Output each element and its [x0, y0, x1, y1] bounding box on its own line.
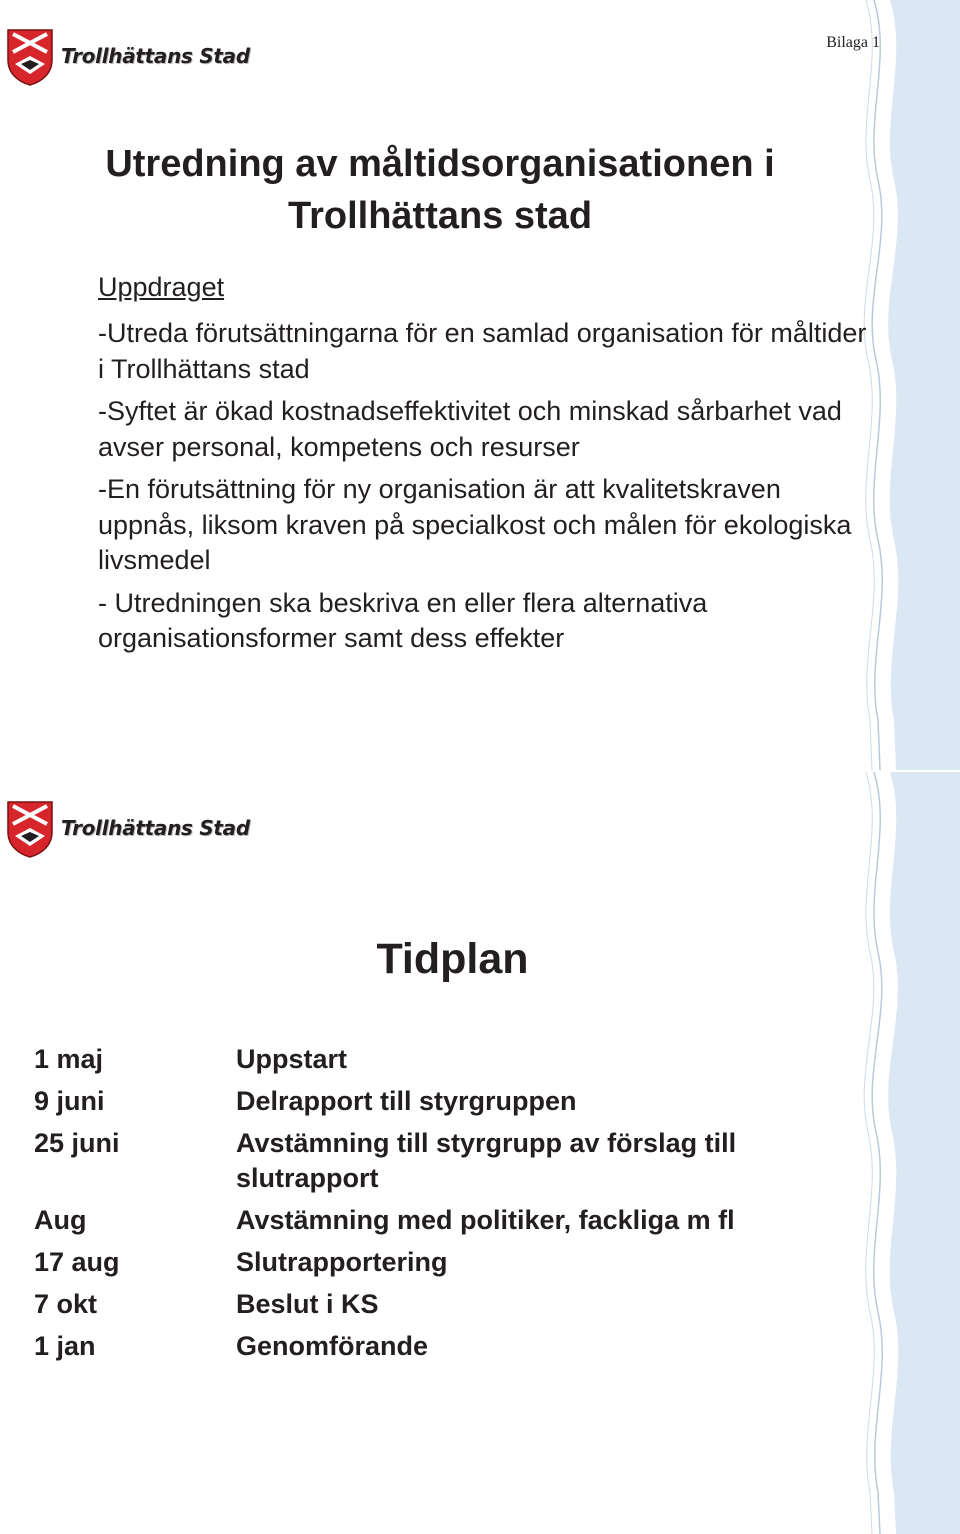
trollhattan-coat-of-arms-icon [5, 26, 55, 86]
schedule-row [34, 1126, 834, 1196]
schedule-date: Aug [34, 1205, 87, 1235]
bullet-item: -En förutsättning för ny organisation är att kvalitetskraven uppnås, liksom kraven på specialkost och målen för ekologiska livsmedel [98, 474, 852, 575]
schedule-event: Uppstart [236, 1044, 348, 1074]
section-heading: Uppdraget [98, 272, 225, 302]
schedule-title: Tidplan [376, 935, 529, 983]
logo-text: Trollhättans Stad [61, 816, 250, 840]
logo [5, 798, 250, 858]
schedule-row [34, 1329, 834, 1364]
schedule-event: Beslut i KS [236, 1289, 379, 1319]
schedule-row [34, 1245, 834, 1280]
page-title [60, 138, 820, 242]
schedule-event: Slutrapportering [236, 1247, 448, 1277]
schedule-date: 17 aug [34, 1247, 120, 1277]
bullet-item: - Utredningen ska beskriva en eller flera alternativa organisationsformer samt dess effekter [98, 587, 708, 653]
schedule-row [34, 1042, 834, 1077]
decorative-wave-border [860, 0, 960, 770]
bullet-item: -Syftet är ökad kostnadseffektivitet och minskad sårbarhet vad avser personal, kompetens och resurser [98, 396, 842, 462]
schedule-list [34, 1042, 834, 1371]
schedule-row [34, 1287, 834, 1322]
schedule-event: Avstämning med politiker, fackliga m fl [236, 1205, 735, 1235]
logo [5, 26, 250, 86]
schedule-row [34, 1203, 834, 1238]
trollhattan-coat-of-arms-icon [5, 798, 55, 858]
schedule-date: 7 okt [34, 1289, 98, 1319]
assignment-section [98, 270, 868, 664]
schedule-date: 25 juni [34, 1128, 120, 1158]
title-line-1: Utredning av måltidsorganisationen i [105, 143, 775, 185]
bullet-item: -Utreda förutsättningarna för en samlad organisation för måltider i Trollhättans stad [98, 318, 867, 384]
schedule-event: Genomförande [236, 1331, 429, 1361]
decorative-wave-border [860, 772, 960, 1534]
schedule-date: 9 juni [34, 1086, 105, 1116]
logo-text: Trollhättans Stad [61, 44, 250, 68]
attachment-label: Bilaga 1 [826, 34, 880, 51]
title-line-2: Trollhättans stad [287, 195, 593, 237]
schedule-event: Avstämning till styrgrupp av förslag till slutrapport [236, 1128, 737, 1193]
schedule-date: 1 jan [34, 1331, 96, 1361]
slide-tidplan [0, 772, 960, 1534]
schedule-event: Delrapport till styrgruppen [236, 1086, 577, 1116]
schedule-date: 1 maj [34, 1044, 104, 1074]
schedule-row [34, 1084, 834, 1119]
